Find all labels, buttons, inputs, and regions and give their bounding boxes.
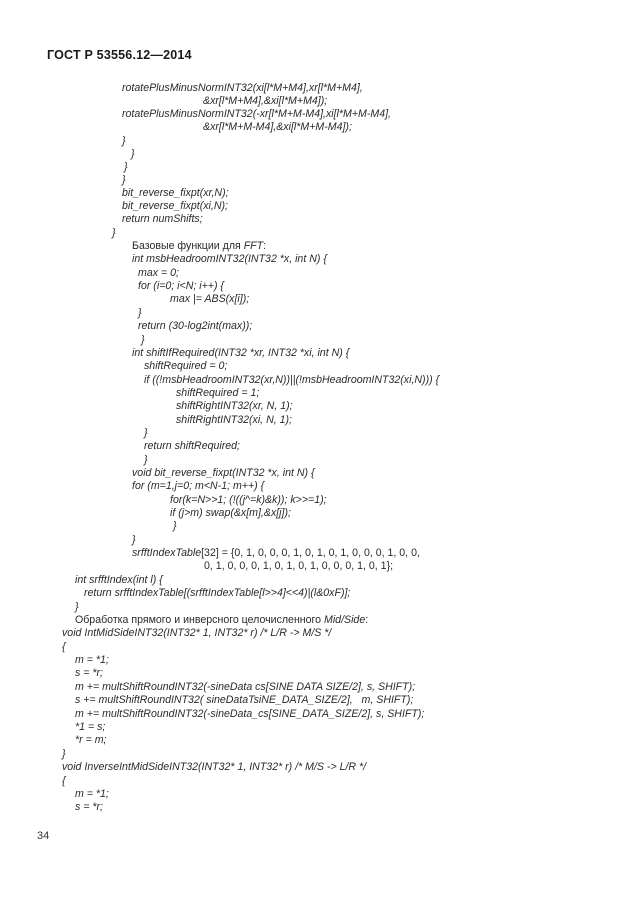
text-line	[75, 654, 109, 667]
line-text: void InverseIntMidSideINT32(INT32* 1, INT32* r) /* M/S -> L/R */	[62, 761, 367, 773]
text-line	[75, 788, 109, 801]
line-text: s = *r;	[75, 667, 103, 679]
text-line	[131, 148, 135, 161]
line-text: m += multShiftRoundINT32(-sineData cs[SINE DATA SIZE/2], s, SHIFT);	[75, 681, 416, 693]
text-line	[132, 240, 266, 253]
line-text: m = *1;	[75, 654, 109, 666]
text-line	[132, 347, 349, 360]
line-text: for (m=1,j=0; m<N-1; m++) {	[132, 480, 265, 492]
line-text: rotatePlusMinusNormINT32(xi[l*M+M4],xr[l*M+M4],	[122, 82, 363, 94]
text-line	[124, 161, 128, 174]
line-text: 0, 1, 0, 0, 0, 1, 0, 1, 0, 1, 0, 0, 0, 1, 0, 1};	[204, 560, 394, 572]
text-line	[122, 82, 363, 95]
text-line	[138, 307, 142, 320]
line-text: shiftRightINT32(xr, N, 1);	[176, 400, 293, 412]
line-text: }	[173, 520, 177, 532]
text-line	[75, 574, 163, 587]
line-text: {	[62, 641, 66, 653]
text-line	[62, 775, 66, 788]
line-text: if (j>m) swap(&x[m],&x[j]);	[170, 507, 291, 519]
text-line	[176, 414, 292, 427]
text-line	[75, 681, 415, 694]
text-line	[75, 694, 413, 707]
line-text: }	[144, 454, 148, 466]
line-text: int msbHeadroomINT32(INT32 *x, int N) {	[132, 253, 327, 265]
line-text: bit_reverse_fixpt(xi,N);	[122, 200, 228, 212]
text-line	[138, 267, 179, 280]
text-line	[132, 547, 420, 560]
document-header: ГОСТ Р 53556.12—2014	[47, 48, 192, 62]
line-text: void bit_reverse_fixpt(INT32 *x, int N) {	[132, 467, 315, 479]
line-text-tail: :	[365, 614, 369, 626]
text-line	[170, 494, 327, 507]
text-line	[141, 334, 145, 347]
text-line	[112, 227, 116, 240]
line-text: m += multShiftRoundINT32(-sineData_cs[SINE_DATA_SIZE/2], s, SHIFT);	[75, 708, 425, 720]
line-text: shiftRightINT32(xi, N, 1);	[176, 414, 292, 426]
text-line	[122, 174, 126, 187]
text-line	[75, 667, 103, 680]
line-text: }	[124, 161, 128, 173]
text-line	[122, 213, 203, 226]
line-text-tail: :	[263, 240, 267, 252]
text-line	[204, 560, 393, 573]
text-line	[75, 614, 368, 627]
line-text: }	[62, 748, 66, 760]
text-line	[132, 480, 264, 493]
line-text: }	[122, 135, 126, 147]
line-text: srfftIndexTable	[132, 547, 202, 559]
text-line	[122, 187, 229, 200]
line-text-suffix: Mid/Side	[324, 614, 366, 626]
line-text: rotatePlusMinusNormINT32(-xr[l*M+M-M4],xi[l*M+M-M4],	[122, 108, 392, 120]
line-text: }	[144, 427, 148, 439]
line-text: }	[112, 227, 116, 239]
text-line	[170, 507, 291, 520]
line-text: shiftRequired = 0;	[144, 360, 228, 372]
line-text: if ((!msbHeadroomINT32(xr,N))||(!msbHeadroomINT32(xi,N))) {	[144, 374, 440, 386]
line-text-suffix: [32] = {0, 1, 0, 0, 0, 1, 0, 1, 0, 1, 0, 0, 0, 1, 0, 0,	[201, 547, 420, 559]
line-text: }	[122, 174, 126, 186]
line-text: }	[75, 601, 79, 613]
line-text: return shiftRequired;	[144, 440, 240, 452]
line-text: return numShifts;	[122, 213, 203, 225]
line-text: *r = m;	[75, 734, 107, 746]
text-line	[170, 293, 249, 306]
text-line	[122, 135, 126, 148]
line-text: void IntMidSideINT32(INT32* 1, INT32* r) /* L/R -> M/S */	[62, 627, 332, 639]
text-line	[176, 400, 293, 413]
text-line	[132, 253, 327, 266]
line-text: return srfftIndexTable[(srfftIndexTable[l>>4]<<4)|(l&0xF)];	[84, 587, 351, 599]
line-text: }	[132, 534, 136, 546]
line-text: &xr[l*M+M4],&xi[l*M+M4]);	[203, 95, 328, 107]
line-text: Обработка прямого и инверсного целочисленного	[75, 614, 324, 626]
text-line	[138, 280, 224, 293]
text-line	[144, 454, 148, 467]
text-line	[62, 748, 66, 761]
line-text: *1 = s;	[75, 721, 106, 733]
line-text: }	[138, 307, 142, 319]
line-text: max |= ABS(x[i]);	[170, 293, 250, 305]
line-text: {	[62, 775, 66, 787]
line-text: s += multShiftRoundINT32( sineDataTsiNE_DATA_SIZE/2], m, SHIFT);	[75, 694, 414, 706]
text-line	[144, 440, 240, 453]
text-line	[176, 387, 259, 400]
line-text: }	[141, 334, 145, 346]
text-line	[203, 95, 327, 108]
line-text: max = 0;	[138, 267, 179, 279]
text-line	[122, 200, 228, 213]
line-text: Базовые функции для	[132, 240, 244, 252]
text-line	[144, 360, 227, 373]
text-line	[75, 801, 103, 814]
line-text-suffix: FFT	[243, 240, 264, 252]
text-line	[122, 108, 391, 121]
text-line	[132, 467, 315, 480]
line-text: int srfftIndex(int l) {	[75, 574, 163, 586]
line-text: bit_reverse_fixpt(xr,N);	[122, 187, 229, 199]
text-line	[75, 601, 79, 614]
text-line	[144, 427, 148, 440]
text-line	[75, 708, 424, 721]
text-line	[75, 721, 105, 734]
text-line	[144, 374, 439, 387]
text-line	[62, 641, 66, 654]
line-text: m = *1;	[75, 788, 109, 800]
line-text: int shiftIfRequired(INT32 *xr, INT32 *xi, int N) {	[132, 347, 350, 359]
page-number: 34	[37, 830, 50, 842]
line-text: shiftRequired = 1;	[176, 387, 260, 399]
text-line	[138, 320, 252, 333]
text-line	[62, 761, 366, 774]
text-line	[84, 587, 350, 600]
line-text: &xr[l*M+M-M4],&xi[l*M+M-M4]);	[203, 121, 352, 133]
text-line	[132, 534, 136, 547]
line-text: for(k=N>>1; (!((j^=k)&k)); k>>=1);	[170, 494, 327, 506]
text-line	[203, 121, 352, 134]
text-line	[75, 734, 107, 747]
line-text: return (30-log2int(max));	[138, 320, 253, 332]
line-text: for (i=0; i<N; i++) {	[138, 280, 224, 292]
text-line	[62, 627, 331, 640]
line-text: }	[131, 148, 135, 160]
text-line	[173, 520, 177, 533]
line-text: s = *r;	[75, 801, 103, 813]
